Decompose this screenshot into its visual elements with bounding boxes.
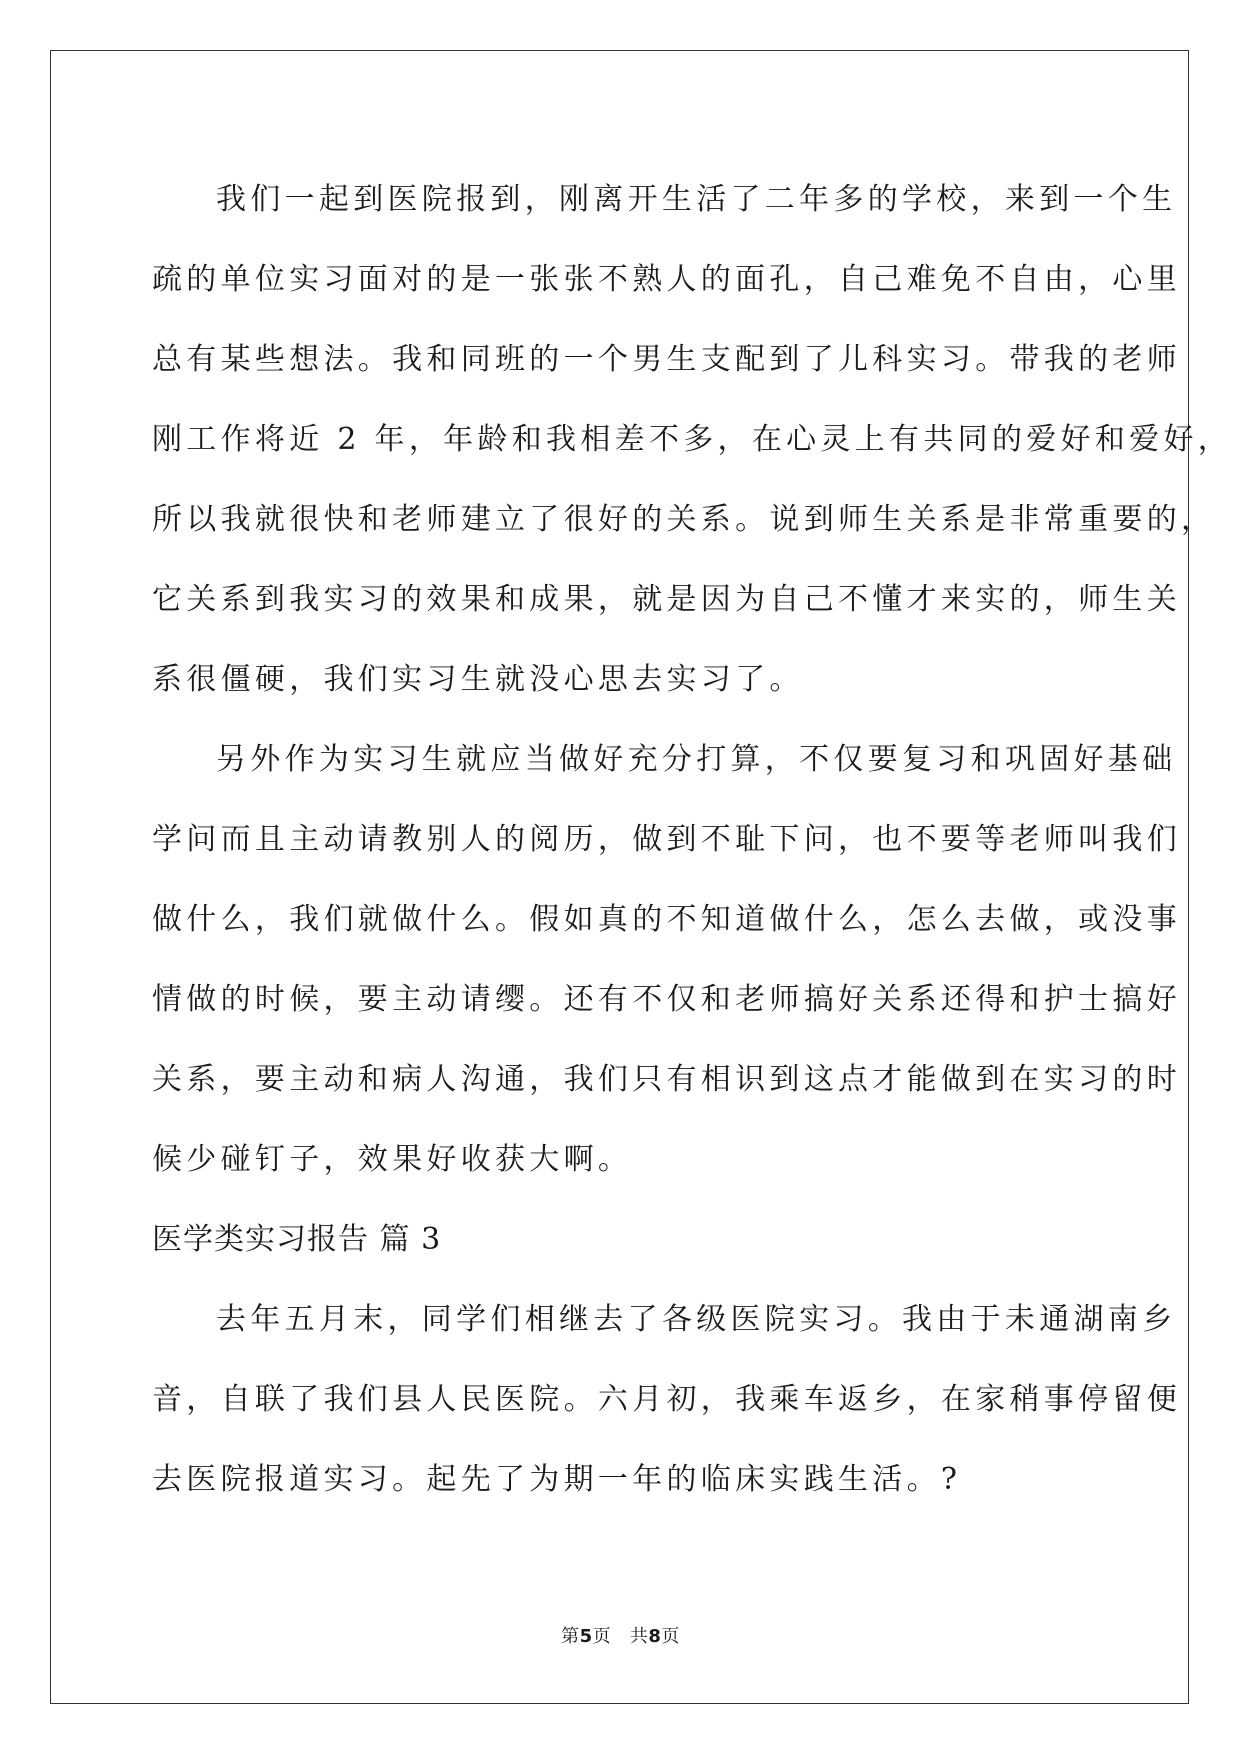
text-line: 总有某些想法。我和同班的一个男生支配到了儿科实习。带我的老师	[152, 342, 1181, 377]
footer-page-number: 5	[579, 1626, 593, 1647]
text-line: 刚工作将近 2 年，年龄和我相差不多，在心灵上有共同的爱好和爱好，	[152, 422, 1233, 457]
text-line: 学问而且主动请教别人的阅历，做到不耻下问，也不要等老师叫我们	[152, 822, 1181, 857]
text-line: 它关系到我实习的效果和成果，就是因为自己不懂才来实的，师生关	[152, 582, 1181, 617]
text-line: 去年五月末，同学们相继去了各级医院实习。我由于未通湖南乡	[216, 1302, 1177, 1337]
footer-total-unit: 页	[661, 1626, 680, 1647]
text-line: 关系，要主动和病人沟通，我们只有相识到这点才能做到在实习的时	[152, 1062, 1181, 1097]
section-heading: 医学类实习报告 篇 3	[152, 1222, 442, 1257]
footer-total-prefix: 共	[629, 1626, 649, 1647]
text-line: 疏的单位实习面对的是一张张不熟人的面孔，自己难免不自由，心里	[152, 262, 1181, 297]
footer-total-pages: 8	[648, 1626, 662, 1647]
text-line: 做什么，我们就做什么。假如真的不知道做什么，怎么去做，或没事	[152, 902, 1181, 937]
page-footer	[0, 1622, 1241, 1648]
paragraph-3	[152, 1280, 1181, 1520]
text-line: 候少碰钉子，效果好收获大啊。	[152, 1142, 633, 1177]
document-body	[152, 160, 1233, 1520]
footer-page-unit: 页	[592, 1626, 612, 1647]
text-line: 另外作为实习生就应当做好充分打算，不仅要复习和巩固好基础	[216, 742, 1177, 777]
text-line: 去医院报道实习。起先了为期一年的临床实践生活。?	[152, 1462, 962, 1497]
text-line: 音，自联了我们县人民医院。六月初，我乘车返乡，在家稍事停留便	[152, 1382, 1181, 1417]
paragraph-2	[152, 720, 1181, 1200]
text-line: 所以我就很快和老师建立了很好的关系。说到师生关系是非常重要的，	[152, 502, 1216, 537]
text-line: 情做的时候，要主动请缨。还有不仅和老师搞好关系还得和护士搞好	[152, 982, 1181, 1017]
footer-prefix: 第	[561, 1626, 580, 1647]
text-line: 系很僵硬，我们实习生就没心思去实习了。	[152, 662, 804, 697]
text-line: 我们一起到医院报到，刚离开生活了二年多的学校，来到一个生	[216, 182, 1177, 217]
paragraph-1	[152, 160, 1233, 720]
